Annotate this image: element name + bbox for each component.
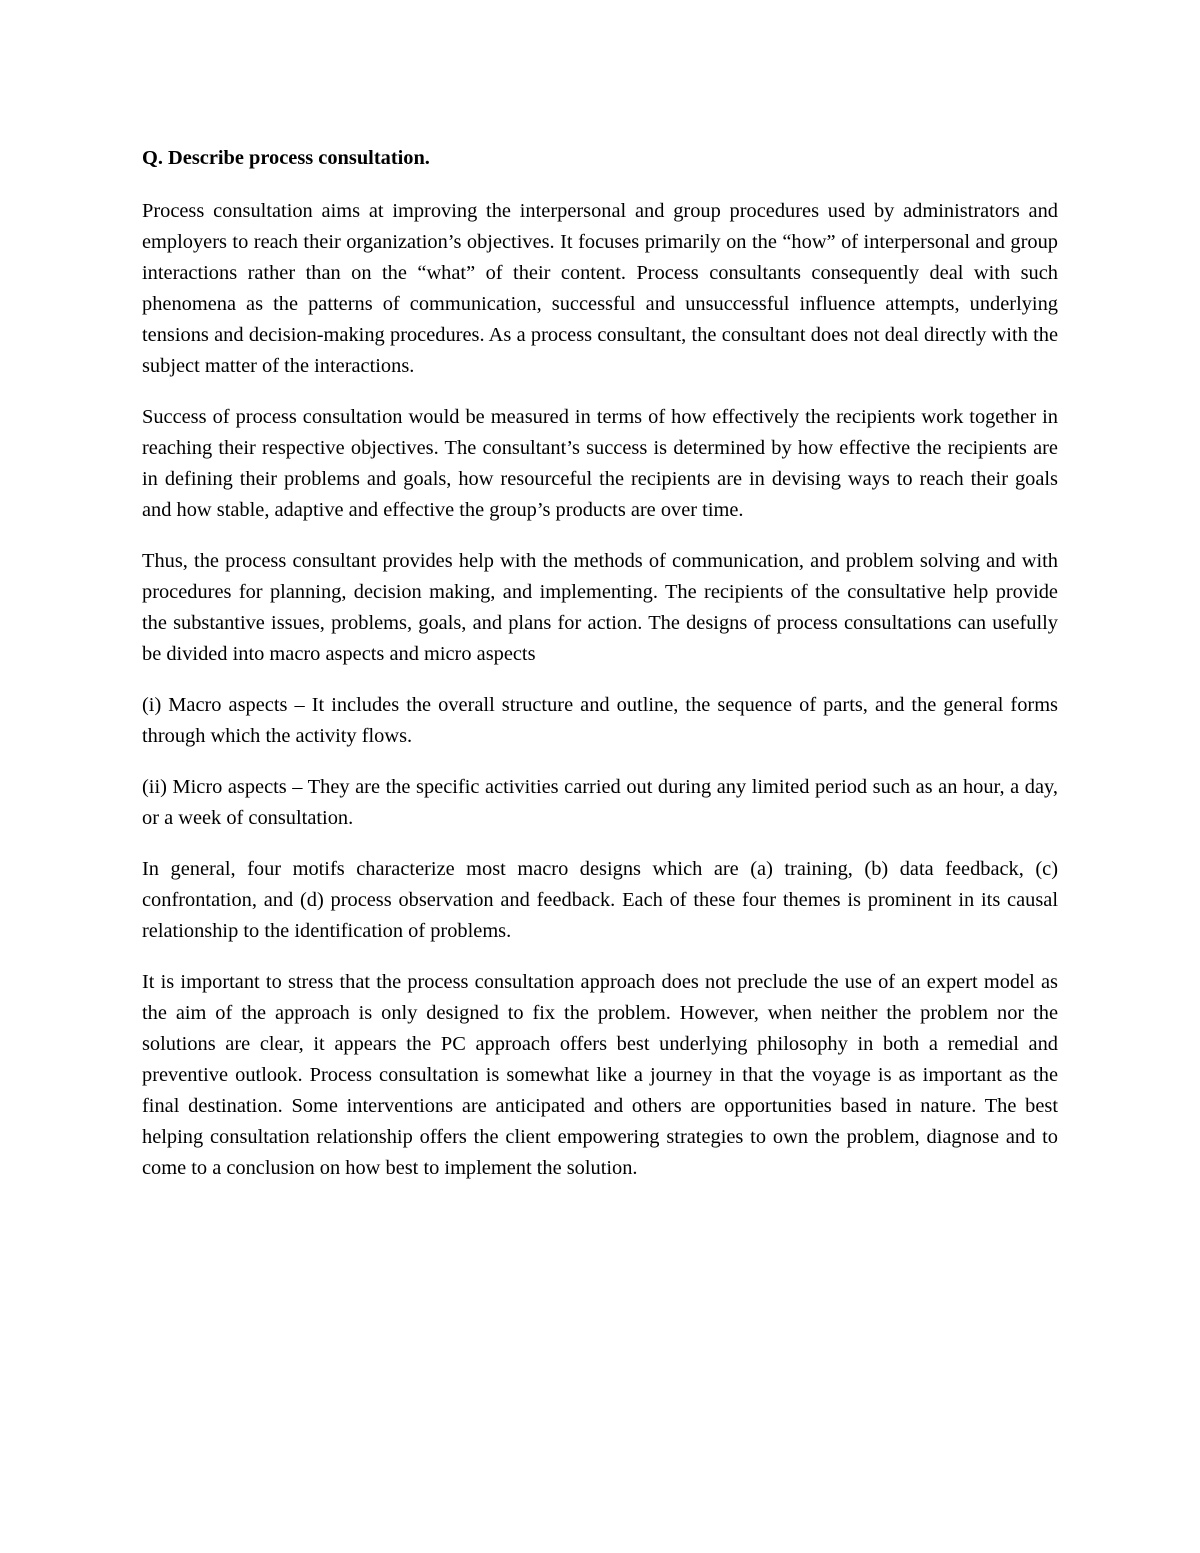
document-body <box>142 143 1058 1204</box>
paragraph-conclusion: It is important to stress that the process consultation approach does not preclude the use of an expert model as the aim of the approach is only designed to fix the problem. However, when neither the problem nor the solutions are clear, it appears the PC approach offers best underlying philosophy in both a remedial and preventive outlook. Process consultation is somewhat like a journey in that the voyage is as important as the final destination. Some interventions are anticipated and others are opportunities based in nature. The best helping consultation relationship offers the client empowering strategies to own the problem, diagnose and to come to a conclusion on how best to implement the solution. <box>142 971 1058 1179</box>
question-heading: Q. Describe process consultation. <box>142 147 430 169</box>
paragraph-micro-aspects: (ii) Micro aspects – They are the specific activities carried out during any limited period such as an hour, a day, or a week of consultation. <box>142 776 1058 829</box>
paragraph-success-measure: Success of process consultation would be measured in terms of how effectively the recipients work together in reaching their respective objectives. The consultant’s success is determined by how effective the recipients are in defining their problems and goals, how resourceful the recipients are in devising ways to reach their goals and how stable, adaptive and effective the group’s products are over time. <box>142 406 1058 521</box>
paragraph-definition: Process consultation aims at improving the interpersonal and group procedures used by administrators and employers to reach their organization’s objectives. It focuses primarily on the “how” of interpersonal and group interactions rather than on the “what” of their content. Process consultants consequently deal with such phenomena as the patterns of communication, successful and unsuccessful influence attempts, underlying tensions and decision-making procedures. As a process consultant, the consultant does not deal directly with the subject matter of the interactions. <box>142 200 1058 377</box>
paragraph-macro-aspects: (i) Macro aspects – It includes the overall structure and outline, the sequence of parts, and the general forms through which the activity flows. <box>142 694 1058 747</box>
paragraph-four-motifs: In general, four motifs characterize most macro designs which are (a) training, (b) data feedback, (c) confrontation, and (d) process observation and feedback. Each of these four themes is prominent in its causal relationship to the identification of problems. <box>142 858 1058 942</box>
paragraph-consultant-help: Thus, the process consultant provides help with the methods of communication, and problem solving and with procedures for planning, decision making, and implementing. The recipients of the consultative help provide the substantive issues, problems, goals, and plans for action. The designs of process consultations can usefully be divided into macro aspects and micro aspects <box>142 550 1058 665</box>
